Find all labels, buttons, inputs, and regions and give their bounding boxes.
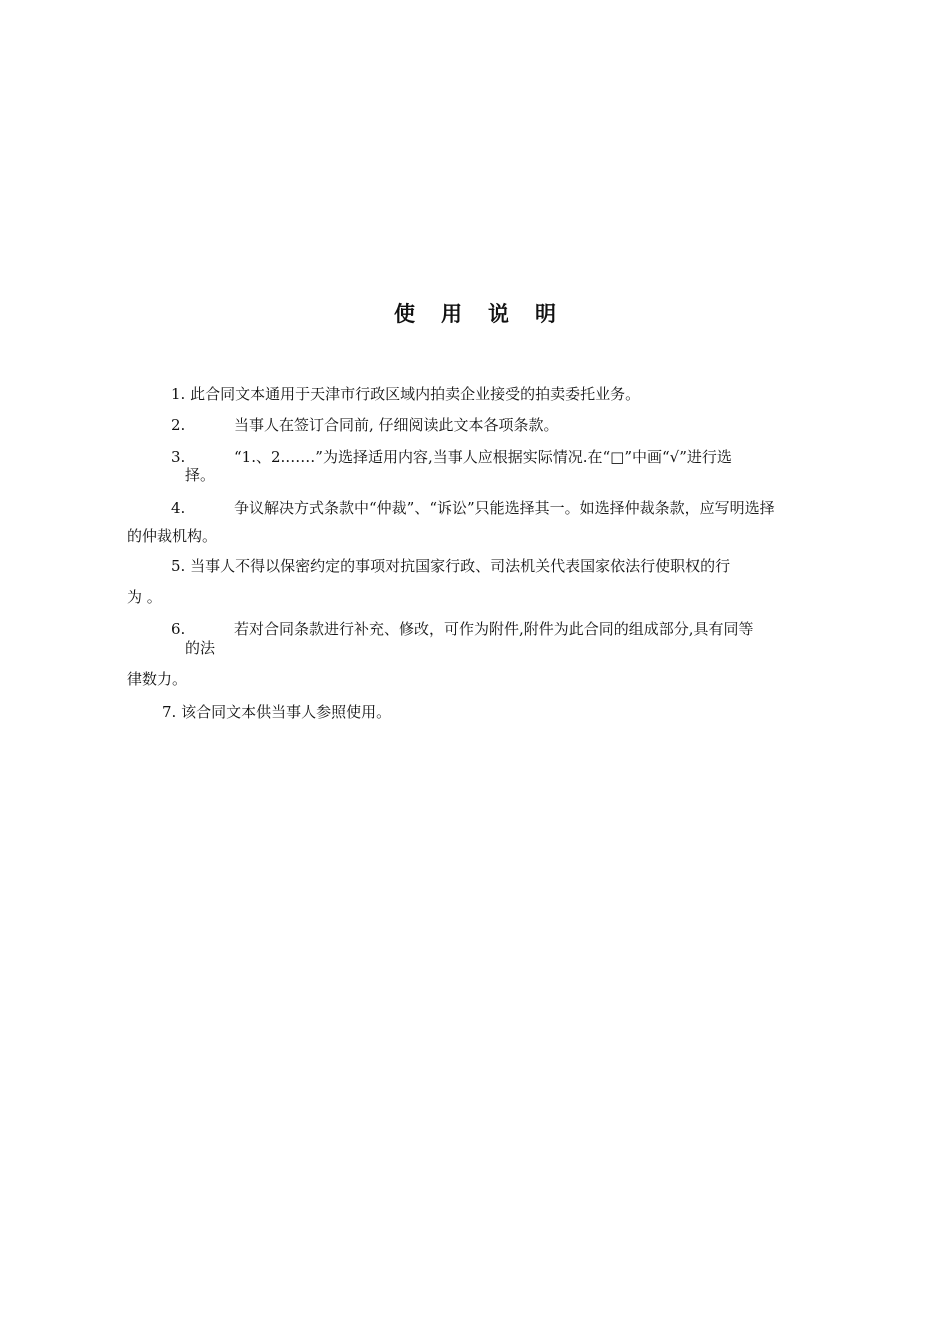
instruction-item-3 xyxy=(171,448,732,466)
item-number: 4. xyxy=(171,499,186,517)
instruction-item-6 xyxy=(171,620,754,638)
instruction-item-6-continued xyxy=(185,639,215,657)
item-number: 5. xyxy=(171,557,186,575)
item-number: 7. xyxy=(162,703,177,721)
item-text: 争议解决方式条款中“仲裁”、“诉讼”只能选择其一。如选择仲裁条款，应写明选择 xyxy=(234,499,775,517)
instruction-item-5-continued xyxy=(127,588,162,606)
instruction-item-4 xyxy=(171,499,775,517)
title-char: 明 xyxy=(535,302,556,326)
item-text: 择。 xyxy=(185,466,216,484)
title-char: 用 xyxy=(441,302,462,326)
instruction-item-4-continued xyxy=(127,527,217,545)
item-text: 的仲裁机构。 xyxy=(127,527,218,545)
instruction-item-7 xyxy=(162,703,391,721)
item-text: 律数力。 xyxy=(127,670,188,688)
item-text: 当事人不得以保密约定的事项对抗国家行政、司法机关代表国家依法行使职权的行 xyxy=(190,557,731,575)
item-text: 若对合同条款进行补充、修改，可作为附件,附件为此合同的组成部分,具有同等 xyxy=(234,620,754,638)
title-char: 使 xyxy=(394,302,415,326)
instruction-item-6-continued xyxy=(127,670,187,688)
title-char: 说 xyxy=(488,302,509,326)
item-number: 1. xyxy=(171,385,186,403)
item-number: 6. xyxy=(171,620,186,638)
item-text: 为 。 xyxy=(127,588,162,606)
item-text: 该合同文本供当事人参照使用。 xyxy=(181,703,392,721)
page-title xyxy=(0,298,950,328)
item-text: 此合同文本通用于天津市行政区域内拍卖企业接受的拍卖委托业务。 xyxy=(190,385,641,403)
item-number: 2. xyxy=(171,416,186,434)
item-text: “1.、2.……”为选择适用内容,当事人应根据实际情况.在“□”中画“√”进行选 xyxy=(234,448,732,466)
instruction-item-2 xyxy=(171,416,559,434)
instruction-item-5 xyxy=(171,557,730,575)
item-text: 的法 xyxy=(185,639,216,657)
instruction-item-3-continued xyxy=(185,466,215,484)
instruction-item-1 xyxy=(171,385,640,403)
item-number: 3. xyxy=(171,448,186,466)
item-text: 当事人在签订合同前, 仔细阅读此文本各项条款。 xyxy=(234,416,559,434)
